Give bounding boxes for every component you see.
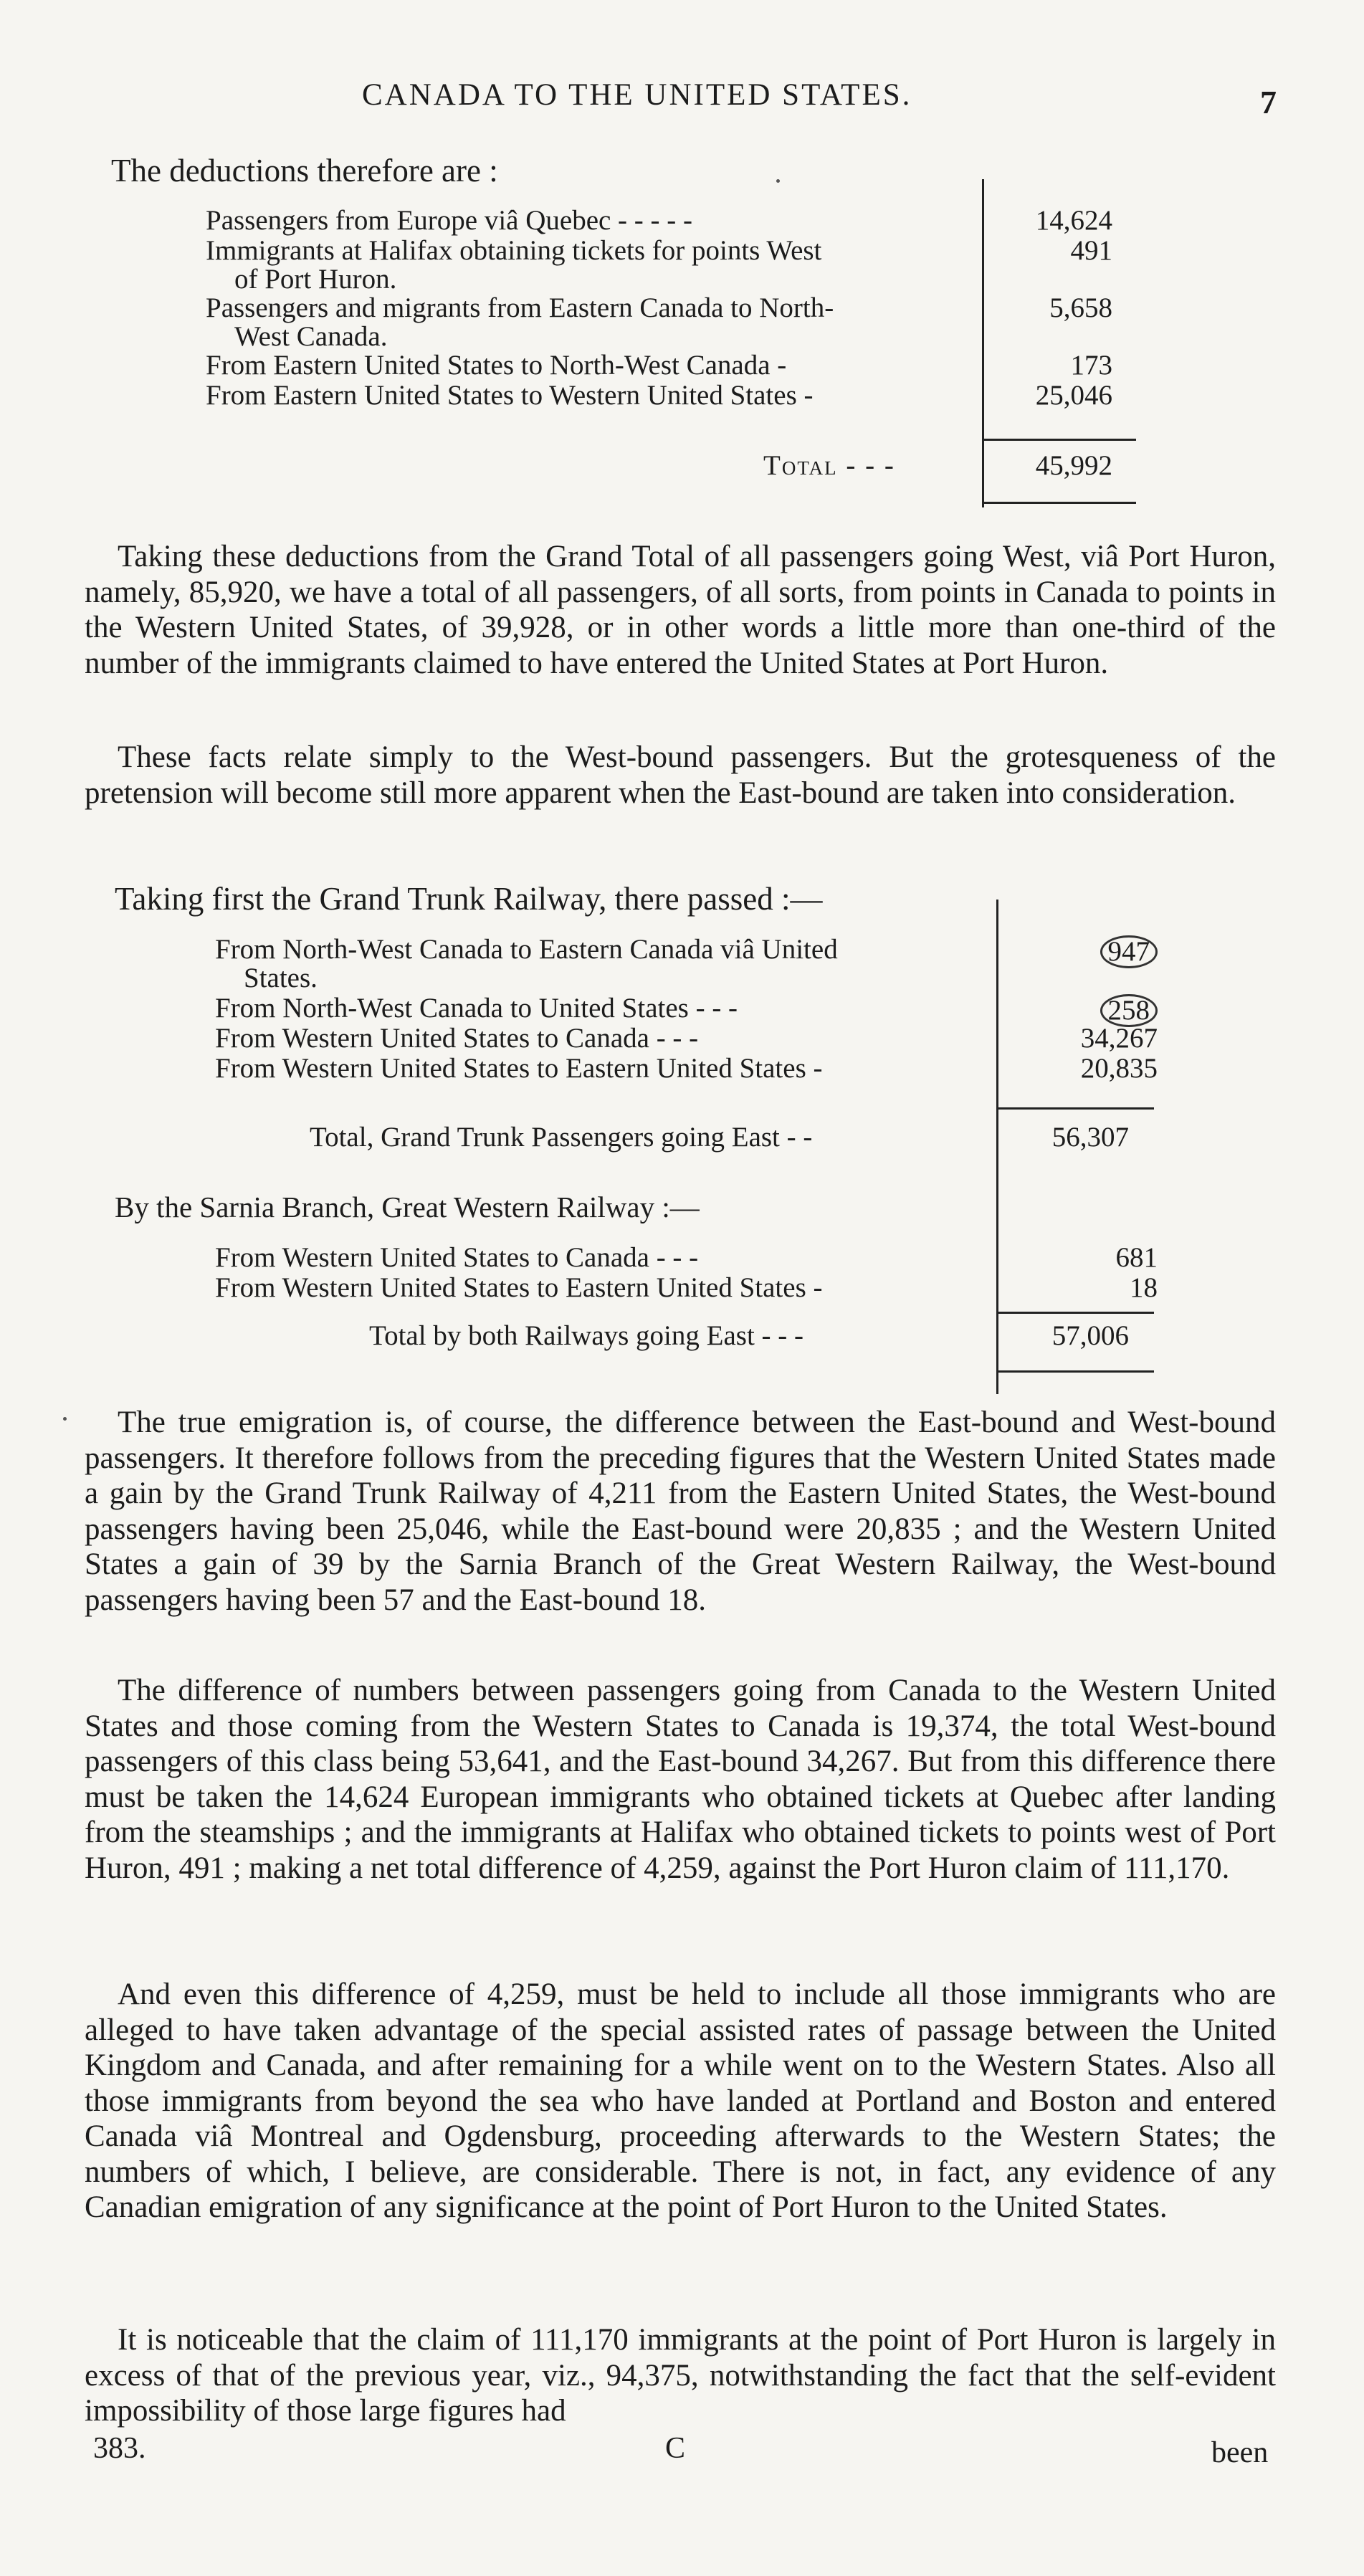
row-label-continuation: West Canada. [234, 321, 388, 352]
grand-trunk-table [215, 934, 1158, 1084]
paragraph-6-text: It is noticeable that the claim of 111,170 immigrants at the point of Port Huron is largely in excess of that of the previous year, viz., 94,375, notwithstanding the fact that the self-evident impossibility of those large figures had [85, 2323, 1276, 2428]
paragraph-3-text: The true emigration is, of course, the difference between the East-bound and West-bound passengers. It therefore follows from the preceding figures that the Western United States made a gain by the Grand Trunk Railway of 4,211 from the Eastern United States, the West-bound passengers having been 25,046, while the East-bound were 20,835 ; and the Western United States a gain of 39 by the Sarnia Branch of the Great Western Railway, the West-bound passengers having been 57 and the East-bound 18. [85, 1406, 1276, 1617]
table-row [215, 934, 1150, 994]
row-label: From Western United States to Canada - - - [215, 1242, 699, 1273]
total-rule [982, 439, 1136, 441]
row-label: From Western United States to Eastern United States - [215, 1272, 823, 1303]
sarnia-total-label: Total by both Railways going East - - - [369, 1320, 804, 1351]
table-row [206, 380, 1112, 411]
margin-mark [63, 1417, 67, 1421]
sarnia-intro: By the Sarnia Branch, Great Western Railway :— [115, 1191, 700, 1223]
table-row [215, 1242, 1158, 1274]
paragraph-2-text: These facts relate simply to the West-bound passengers. But the grotesqueness of the pretension will become still more apparent when the East-bound are taken into consideration. [85, 740, 1276, 810]
row-value: 18 [1130, 1272, 1158, 1303]
table-row [206, 205, 1112, 237]
table-row [215, 1053, 1158, 1084]
row-label-line: Passengers and migrants from Eastern Canada to North- [206, 292, 834, 323]
page-footer [0, 2431, 1364, 2474]
sarnia-total-value: 57,006 [1051, 1320, 1129, 1351]
paragraph-3 [85, 1405, 1276, 1618]
grand-trunk-intro: Taking first the Grand Trunk Railway, there passed :— [115, 881, 823, 917]
table-row [206, 292, 1112, 352]
row-label: From Eastern United States to North-West Canada - [206, 350, 787, 381]
paragraph-5 [85, 1977, 1276, 2226]
total-underline [996, 1370, 1154, 1373]
paragraph-5-text: And even this difference of 4,259, must be held to include all those immigrants who are alleged to have taken advantage of the special assisted rates of passage between the United Kingdom and Canada, and after remaining for a while went on to the Western States. Also all those immigrants from beyond the sea who have landed at Portland and Boston and entered Canada viâ Montreal and Ogdensburg, proceeding afterwards to the Western States; the numbers of which, I believe, are considerable. There is not, in fact, any evidence of any Canadian emigration of any significance at the point of Port Huron to the United States. [85, 1978, 1276, 2224]
row-value [1064, 935, 1158, 968]
row-label: From Western United States to Eastern United States - [215, 1053, 823, 1084]
page-number: 7 [1260, 84, 1277, 120]
row-label: From North-West Canada to United States - - - [215, 993, 738, 1024]
paragraph-6 [85, 2322, 1276, 2429]
row-value: 681 [1115, 1242, 1158, 1273]
row-value: 25,046 [1035, 380, 1112, 411]
grand-trunk-total-value: 56,307 [1051, 1122, 1129, 1153]
catchword: been [1211, 2436, 1269, 2469]
row-label-continuation: of Port Huron. [234, 264, 397, 295]
table-row [206, 235, 1112, 295]
table-row [215, 993, 1150, 1026]
row-label [206, 294, 834, 351]
signature-letter: C [665, 2432, 686, 2465]
row-label [215, 935, 838, 993]
running-head [0, 77, 1364, 120]
paragraph-1-text: Taking these deductions from the Grand Total of all passengers going West, viâ Port Huron, namely, 85,920, we have a total of all passengers, of all sorts, from points in Canada to points in the Western United States, of 39,928, or in other words a little more than one-third of the number of the immigrants claimed to have entered the United States at Port Huron. [85, 540, 1276, 680]
row-value: 173 [1070, 350, 1112, 381]
total-rule [996, 1312, 1154, 1314]
deductions-intro: The deductions therefore are : [111, 153, 498, 189]
total-rule [996, 1107, 1154, 1110]
deductions-total-value: 45,992 [1035, 450, 1112, 481]
row-label-continuation: States. [244, 963, 318, 993]
row-label: Passengers from Europe viâ Quebec - - - - - [206, 205, 692, 236]
specks [776, 179, 780, 183]
sarnia-table [215, 1242, 1158, 1304]
total-underline [982, 502, 1136, 504]
row-value: 491 [1070, 235, 1112, 266]
circled-value: 947 [1100, 935, 1158, 968]
deductions-total-label: Total - - - [763, 450, 895, 481]
row-label-line: Immigrants at Halifax obtaining tickets for points West [206, 235, 822, 266]
row-value: 14,624 [1035, 205, 1112, 236]
paragraph-4-text: The difference of numbers between passengers going from Canada to the Western United States and those coming from the Western States to Canada is 19,374, the total West-bound passengers of this class being 53,641, and the East-bound 34,267. But from this difference there must be taken the 14,624 European immigrants who obtained tickets at Quebec after landing from the steamships ; and the immigrants at Halifax who obtained tickets to points west of Port Huron, 491 ; making a net total difference of 4,259, against the Port Huron claim of 111,170. [85, 1674, 1276, 1885]
row-value: 5,658 [1049, 292, 1112, 323]
table-row [206, 350, 1112, 381]
row-label [206, 237, 821, 294]
running-title: CANADA TO THE UNITED STATES. [362, 78, 912, 112]
circled-value: 258 [1100, 994, 1158, 1027]
paragraph-2 [85, 740, 1276, 811]
grand-trunk-total-label: Total, Grand Trunk Passengers going East - - [310, 1122, 813, 1153]
deductions-table [206, 205, 1112, 411]
row-value: 34,267 [1080, 1023, 1158, 1054]
row-label: From Western United States to Canada - - - [215, 1023, 699, 1054]
grand-trunk-column-rule [996, 900, 998, 1394]
table-row [215, 1272, 1158, 1304]
paragraph-4 [85, 1673, 1276, 1886]
signature-mark: 383. [93, 2432, 146, 2465]
paragraph-1 [85, 539, 1276, 681]
row-value: 20,835 [1080, 1053, 1158, 1084]
table-row [215, 1023, 1158, 1054]
row-label-line: From North-West Canada to Eastern Canada viâ United [215, 934, 838, 965]
row-label: From Eastern United States to Western United States - [206, 380, 814, 411]
